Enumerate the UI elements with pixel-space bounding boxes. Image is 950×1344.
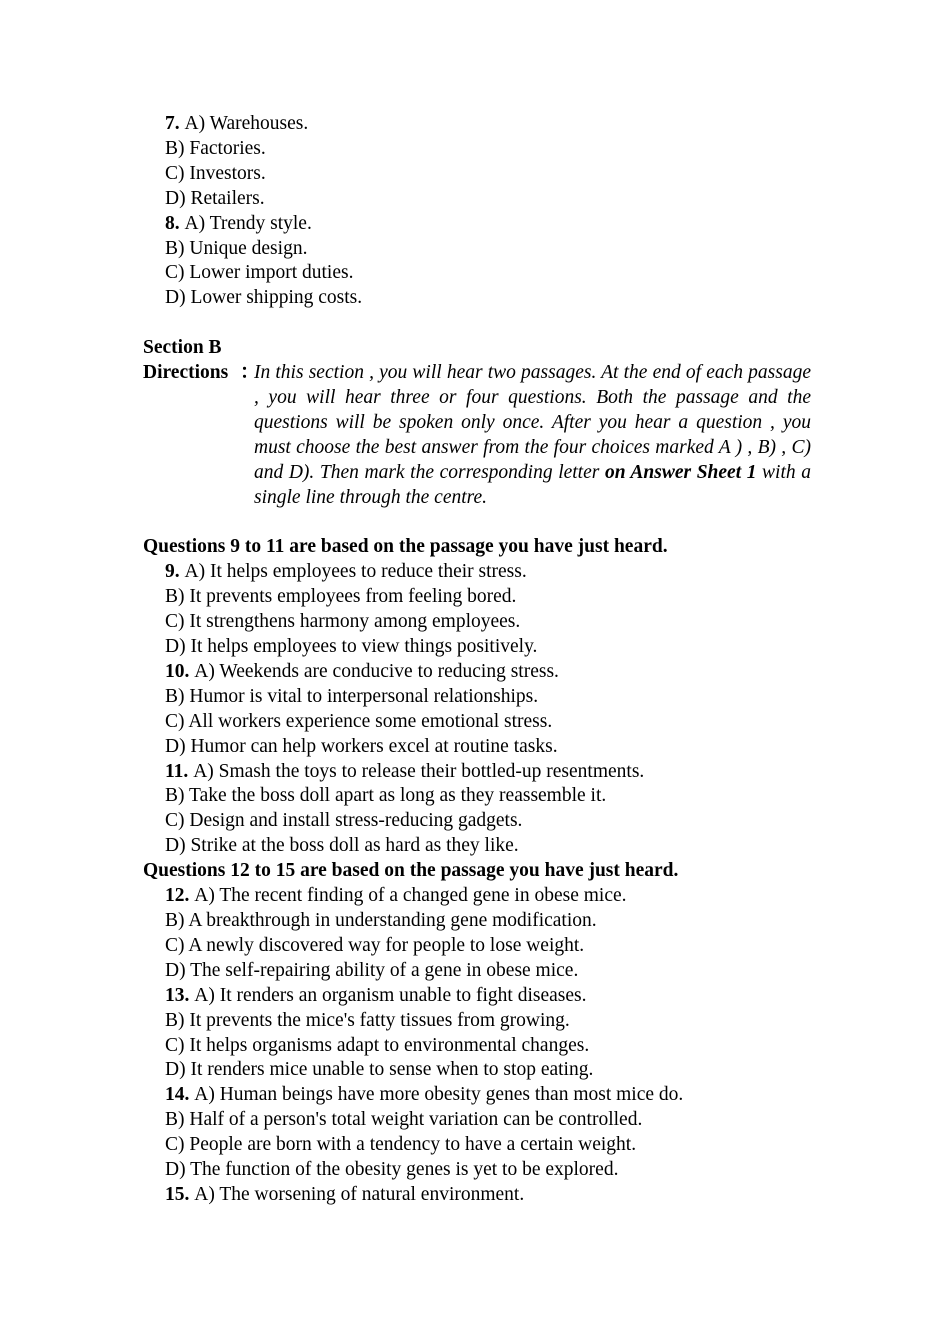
passage-two-options-list [143, 884, 811, 1208]
option-text: People are born with a tendency to have a certain weight. [189, 1134, 637, 1156]
option-row[interactable] [143, 809, 811, 834]
option-row[interactable] [143, 560, 811, 585]
option-letter: A) [194, 1183, 220, 1205]
option-text: A newly discovered way for people to lose weight. [188, 934, 585, 956]
option-letter: D) [165, 959, 191, 981]
option-text: Unique design. [189, 237, 308, 259]
directions-text [254, 361, 811, 510]
option-letter: C) [165, 934, 189, 956]
option-row[interactable] [143, 187, 811, 212]
questions-12-15-heading: Questions 12 to 15 are based on the passage you have just heard. [143, 860, 679, 882]
option-row[interactable] [143, 1133, 811, 1158]
question-number: 12. [165, 885, 195, 907]
option-row[interactable] [143, 660, 811, 685]
option-letter: C) [165, 1134, 190, 1156]
option-text: The function of the obesity genes is yet to be explored. [190, 1159, 619, 1181]
option-text: It renders mice unable to sense when to stop eating. [190, 1059, 594, 1081]
option-row[interactable] [143, 760, 811, 785]
option-letter: C) [165, 710, 189, 732]
option-row[interactable] [143, 784, 811, 809]
option-letter: C) [165, 611, 190, 633]
option-text: Lower shipping costs. [190, 287, 363, 309]
option-row[interactable] [143, 1158, 811, 1183]
option-row[interactable] [143, 909, 811, 934]
option-text: Humor is vital to interpersonal relationships. [189, 685, 539, 707]
option-letter: D) [165, 835, 191, 857]
option-text: Strike at the boss doll as hard as they like. [190, 835, 519, 857]
option-letter: B) [165, 1009, 190, 1031]
question-number: 13. [165, 984, 195, 1006]
option-letter: C) [165, 162, 190, 184]
option-text: Human beings have more obesity genes than most mice do. [219, 1084, 684, 1106]
option-row[interactable] [143, 162, 811, 187]
option-row[interactable] [143, 1083, 811, 1108]
option-row[interactable] [143, 1108, 811, 1133]
option-row[interactable] [143, 959, 811, 984]
option-text: Take the boss doll apart as long as they reassemble it. [189, 785, 607, 807]
option-row[interactable] [143, 934, 811, 959]
option-letter: A) [194, 660, 220, 682]
option-letter: D) [165, 636, 191, 657]
option-row[interactable] [143, 112, 811, 137]
directions-block [143, 361, 811, 510]
option-row[interactable] [143, 610, 811, 635]
option-letter: C) [165, 262, 190, 284]
option-text: It renders an organism unable to fight diseases. [219, 984, 587, 1006]
spacer-before-questions-9-11 [143, 510, 811, 535]
option-row[interactable] [143, 1058, 811, 1083]
option-row[interactable] [143, 286, 811, 311]
option-letter: B) [165, 685, 190, 707]
option-text: Investors. [189, 162, 266, 184]
option-text: It prevents the mice's fatty tissues from growing. [189, 1009, 570, 1031]
directions-text-part1: In this section , you will hear two passages. At the end of each passage , you will hear three or four questions. Both the passage and the questions will be spoken only once. After you hear a question , you must choose the best answer from the four choices marked A ) , B) , C) and D). Then mark the corresponding letter [254, 362, 811, 483]
questions-9-11-heading: Questions 9 to 11 are based on the passage you have just heard. [143, 536, 668, 558]
option-letter: C) [165, 810, 190, 832]
option-row[interactable] [143, 635, 811, 660]
option-row[interactable] [143, 137, 811, 162]
option-text: Trendy style. [209, 212, 312, 234]
option-letter: B) [165, 586, 190, 608]
option-letter: B) [165, 137, 190, 159]
question-number: 14. [165, 1084, 195, 1106]
option-text: Lower import duties. [189, 262, 354, 284]
option-letter: D) [165, 735, 191, 757]
option-letter: A) [184, 113, 210, 134]
option-row[interactable] [143, 212, 811, 237]
option-row[interactable] [143, 984, 811, 1009]
option-letter: D) [165, 1059, 191, 1081]
option-text: The worsening of natural environment. [219, 1183, 525, 1205]
top-options-list [143, 112, 811, 311]
question-number: 8. [165, 212, 185, 234]
option-letter: D) [165, 287, 191, 309]
option-text: Weekends are conducive to reducing stress. [219, 660, 559, 682]
directions-text-part2: with a single line through the centre. [254, 461, 811, 508]
option-text: A breakthrough in understanding gene modification. [188, 909, 597, 931]
section-b-heading: Section B [143, 337, 222, 359]
directions-answer-sheet-emphasis: on Answer Sheet 1 [604, 461, 757, 483]
option-text: It helps employees to view things positively. [190, 636, 538, 657]
option-letter: D) [165, 1159, 191, 1181]
option-row[interactable] [143, 1034, 811, 1059]
option-row[interactable] [143, 585, 811, 610]
option-text: It strengthens harmony among employees. [189, 611, 521, 633]
question-number: 15. [165, 1183, 195, 1205]
option-letter: C) [165, 1034, 190, 1056]
option-text: Design and install stress-reducing gadgets. [189, 810, 523, 832]
option-letter: A) [193, 760, 219, 782]
option-text: Factories. [189, 137, 266, 159]
option-row[interactable] [143, 834, 811, 859]
directions-colon: ： [240, 362, 260, 384]
option-text: Half of a person's total weight variation can be controlled. [189, 1109, 643, 1131]
question-number: 7. [165, 113, 185, 134]
option-row[interactable] [143, 685, 811, 710]
option-letter: A) [194, 885, 220, 907]
option-row[interactable] [143, 1183, 811, 1208]
passage-one-options-list [143, 560, 811, 859]
option-row[interactable] [143, 710, 811, 735]
question-number: 11. [165, 760, 194, 782]
option-text: Smash the toys to release their bottled-up resentments. [218, 760, 645, 782]
option-row[interactable] [143, 884, 811, 909]
option-text: The recent finding of a changed gene in obese mice. [219, 885, 627, 907]
option-letter: A) [184, 561, 210, 583]
option-row[interactable] [143, 1009, 811, 1034]
option-text: Retailers. [190, 187, 265, 209]
option-letter: B) [165, 785, 190, 807]
option-text: Warehouses. [209, 113, 309, 134]
page-content [143, 112, 811, 1208]
option-text: It helps employees to reduce their stress. [209, 561, 527, 583]
option-text: It prevents employees from feeling bored. [189, 586, 517, 608]
option-letter: B) [165, 909, 189, 931]
question-number: 10. [165, 660, 195, 682]
option-letter: B) [165, 237, 190, 259]
option-row[interactable] [143, 735, 811, 760]
option-text: Humor can help workers excel at routine tasks. [190, 735, 558, 757]
option-letter: A) [194, 984, 220, 1006]
spacer-before-section-b [143, 311, 811, 336]
option-row[interactable] [143, 237, 811, 262]
question-number: 9. [165, 561, 185, 583]
option-text: The self-repairing ability of a gene in obese mice. [190, 959, 579, 981]
option-letter: B) [165, 1109, 190, 1131]
directions-label: Directions [143, 362, 229, 384]
option-letter: A) [184, 212, 210, 234]
option-text: It helps organisms adapt to environmental changes. [189, 1034, 590, 1056]
option-row[interactable] [143, 261, 811, 286]
option-letter: A) [194, 1084, 220, 1106]
option-text: All workers experience some emotional stress. [188, 710, 553, 732]
option-letter: D) [165, 187, 191, 209]
